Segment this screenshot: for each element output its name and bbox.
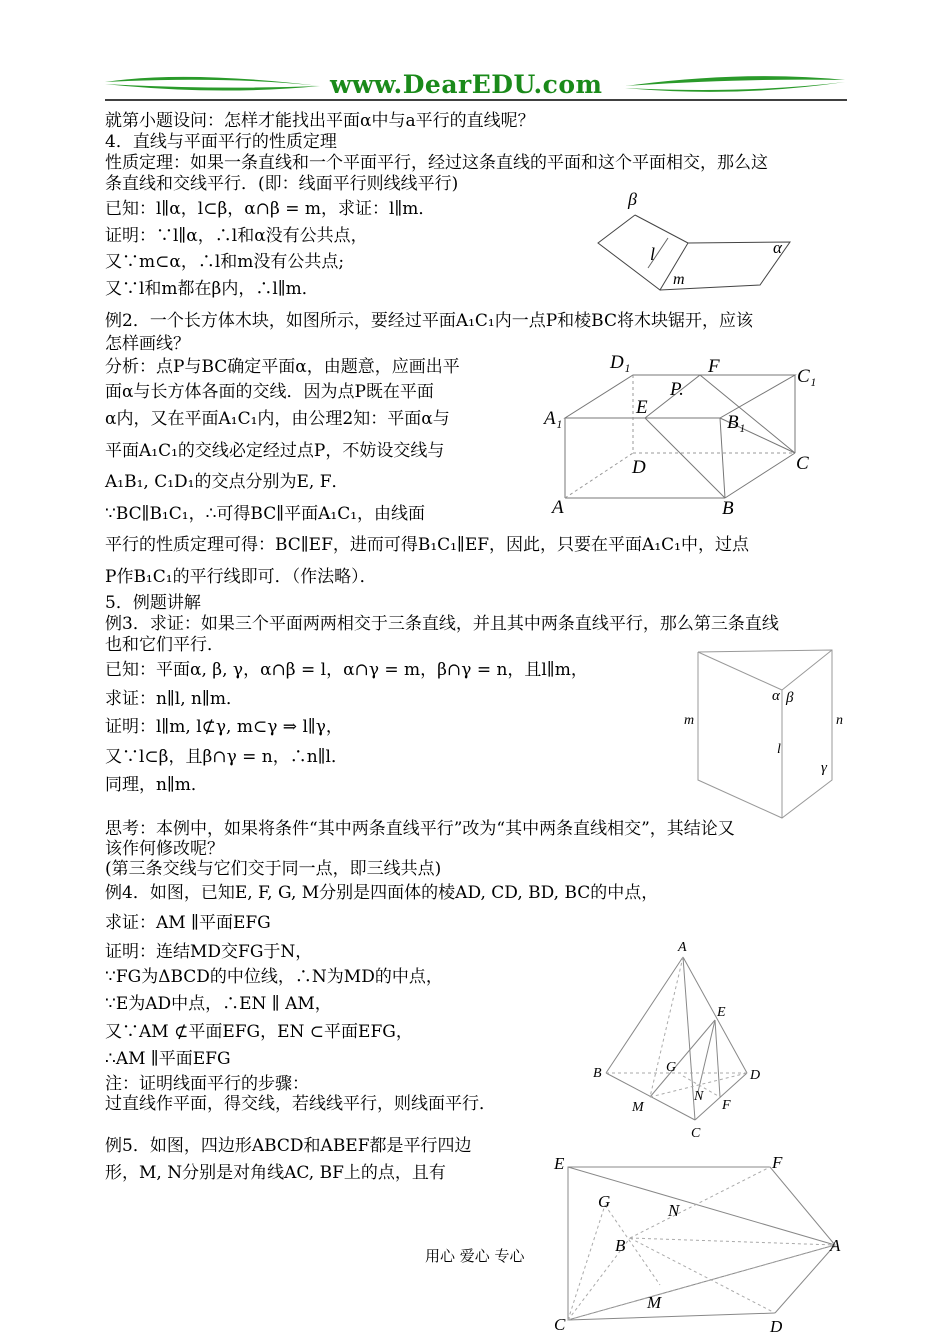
fig4-label-B: B (593, 1066, 602, 1081)
fig2-label-D: D (632, 457, 646, 478)
text-line: 证明：∵l∥α，∴l和α没有公共点， (105, 226, 368, 246)
fig2-label-P: P. (670, 379, 684, 400)
text-line: 分析：点P与BC确定平面α，由题意，应画出平 (105, 357, 460, 377)
text-line: 平行的性质定理可得：BC∥EF，进而可得B₁C₁∥EF，因此，只要在平面A₁C₁中，过点 (105, 535, 749, 555)
fig3-label-n: n (836, 713, 843, 728)
fig1-label-beta: β (628, 189, 637, 209)
section-heading: 4．直线与平面平行的性质定理 (105, 132, 337, 152)
fig3-label-l: l (777, 742, 781, 757)
fig2-label-B1: B₁ (727, 412, 746, 433)
text-line: 注：证明线面平行的步骤： (105, 1074, 309, 1094)
text-line: 条直线和交线平行．(即：线面平行则线线平行) (105, 174, 459, 194)
text-line: 思考：本例中，如果将条件“其中两条直线平行”改为“其中两条直线相交”，其结论又 (105, 819, 735, 839)
text-line: 又∵m⊂α，∴l和m没有公共点; (105, 252, 345, 272)
fig5-label-N: N (668, 1201, 680, 1220)
text-line: 又∵l⊂β，且β∩γ = n，∴n∥l． (105, 747, 348, 767)
fig4-label-D: D (750, 1068, 761, 1083)
text-line: 求证：n∥l, n∥m． (105, 689, 243, 709)
text-line: 平面A₁C₁的交线必定经过点P，不妨设交线与 (105, 441, 445, 461)
fig5-label-E: E (554, 1154, 565, 1173)
fig5-label-B: B (615, 1236, 626, 1255)
text-line: 面α与长方体各面的交线．因为点P既在平面 (105, 382, 434, 402)
fig4-label-M: M (632, 1100, 644, 1115)
fig4-label-F: F (722, 1098, 731, 1113)
fig2-label-E: E (636, 397, 648, 418)
text-line: 过直线作平面，得交线，若线线平行，则线面平行． (105, 1094, 496, 1114)
text-line: 又∵l和m都在β内，∴l∥m． (105, 279, 319, 299)
logo-text: www.DearEDU.com (330, 70, 603, 99)
fig4-label-N: N (694, 1089, 704, 1104)
text-line: ∵BC∥B₁C₁，∴可得BC∥平面A₁C₁，由线面 (105, 504, 426, 524)
fig5-label-D: D (770, 1317, 783, 1336)
text-line: 例5．如图，四边形ABCD和ABEF都是平行四边 (105, 1136, 472, 1156)
text-line: 已知：l∥α，l⊂β，α∩β = m，求证：l∥m． (105, 199, 436, 219)
text-line: 怎样画线？ (105, 334, 190, 354)
fig2-label-A: A (552, 497, 564, 518)
fig3-label-alpha: α (772, 688, 780, 704)
fig4-label-A: A (678, 940, 687, 955)
text-line: 已知：平面α, β, γ，α∩β = l，α∩γ = m，β∩γ = n，且l∥m， (105, 660, 588, 680)
text-line: 证明：连结MD交FG于N， (105, 942, 313, 962)
fig3-label-m: m (684, 713, 695, 728)
section-heading: 5．例题讲解 (105, 593, 201, 613)
fig3-label-gamma: γ (821, 760, 827, 776)
text-line: 证明：l∥m, l⊄γ, m⊂γ ⇒ l∥γ， (105, 717, 343, 737)
text-line: ∵FG为ΔBCD的中位线，∴N为MD的中点， (105, 967, 443, 987)
text-line: 同理，n∥m． (105, 775, 208, 795)
text-line: 例4．如图，已知E, F, G, M分别是四面体的棱AD, CD, BD, BC的中点， (105, 883, 659, 903)
fig1-label-l: l (650, 244, 656, 264)
text-line: ∴AM ∥平面EFG (105, 1049, 231, 1069)
fig1-label-alpha: α (773, 238, 782, 257)
fig5-label-C: C (554, 1315, 566, 1334)
text-line: (第三条交线与它们交于同一点，即三线共点) (105, 859, 442, 879)
footer-text: 用心 爱心 专心 (425, 1247, 525, 1265)
fig2-label-F: F (708, 356, 720, 377)
fig5-label-F: F (772, 1153, 783, 1172)
text-line: 形，M, N分别是对角线AC, BF上的点，且有 (105, 1163, 446, 1183)
fig2-label-D1: D₁ (610, 352, 631, 373)
text-line: P作B₁C₁的平行线即可．（作法略）． (105, 567, 377, 587)
fig5-label-A: A (830, 1236, 841, 1255)
text-line: 就第小题设问：怎样才能找出平面α中与a平行的直线呢？ (105, 111, 535, 131)
fig2-label-C1: C₁ (797, 366, 817, 387)
fig5-label-M: M (647, 1293, 662, 1312)
text-line: 该作何修改呢？ (105, 839, 224, 859)
fig4-label-G: G (666, 1060, 677, 1075)
fig4-label-E: E (717, 1005, 726, 1020)
text-line: 也和它们平行． (105, 635, 224, 655)
site-logo (105, 66, 847, 106)
text-line: 求证：AM ∥平面EFG (105, 913, 271, 933)
text-line: α内，又在平面A₁C₁内，由公理2知：平面α与 (105, 409, 450, 429)
fig5-label-G: G (598, 1192, 611, 1211)
fig1-label-m: m (673, 271, 685, 288)
text-line: 例3．求证：如果三个平面两两相交于三条直线，并且其中两条直线平行，那么第三条直线 (105, 614, 779, 634)
text-line: ∵E为AD中点，∴EN ∥ AM， (105, 994, 332, 1014)
text-line: 又∵AM ⊄平面EFG，EN ⊂平面EFG， (105, 1022, 413, 1042)
fig2-label-B: B (722, 498, 734, 519)
text-line: 例2．一个长方体木块，如图所示，要经过平面A₁C₁内一点P和棱BC将木块锯开，应该 (105, 311, 753, 331)
fig3-label-beta: β (786, 690, 794, 706)
text-line: A₁B₁, C₁D₁的交点分别为E, F． (105, 472, 349, 492)
fig2-label-C: C (796, 453, 809, 474)
fig4-label-C: C (691, 1126, 701, 1141)
text-line: 性质定理：如果一条直线和一个平面平行，经过这条直线的平面和这个平面相交，那么这 (105, 153, 768, 173)
fig2-label-A1: A₁ (544, 408, 563, 429)
